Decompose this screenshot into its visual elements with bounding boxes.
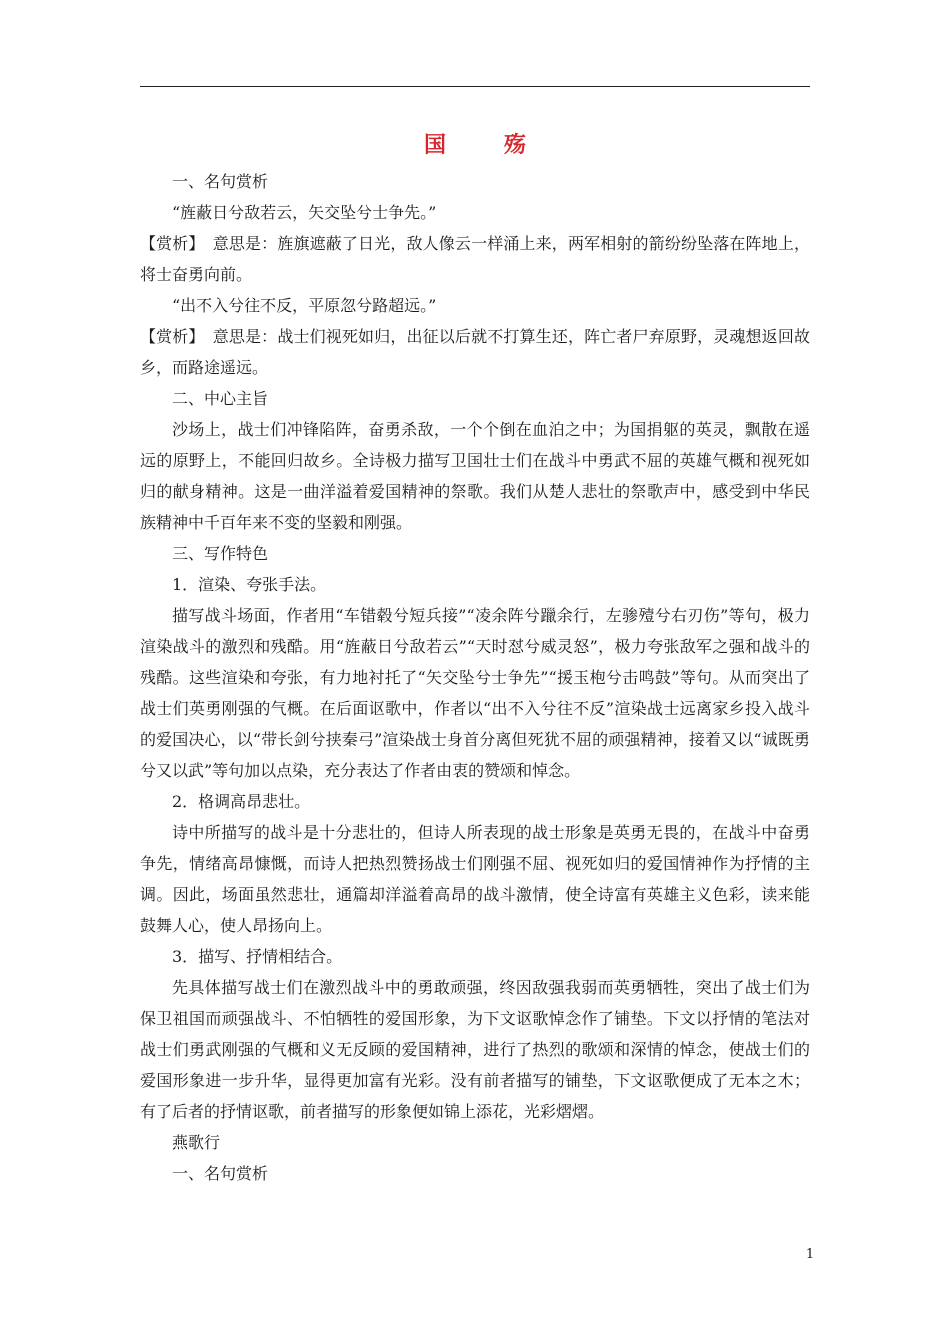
quote-line-1: “旌蔽日兮敌若云，矢交坠兮士争先。” [172,203,437,222]
section-heading-famous-lines-2: 一、名句赏析 [172,1164,269,1183]
feature-heading-2: 2．格调高昂悲壮。 [172,792,311,811]
feature-heading-1: 1．渲染、夸张手法。 [172,575,327,594]
analysis-paragraph-1 [140,228,810,290]
section-heading-features: 三、写作特色 [172,544,269,563]
page-number: 1 [805,1247,815,1262]
next-poem-title: 燕歌行 [172,1133,221,1152]
analysis-text: 意思是：旌旗遮蔽了日光，敌人像云一样涌上来，两军相射的箭纷纷坠落在阵地上，将士奋勇向前。 [140,234,810,284]
feature-heading-3: 3．描写、抒情相结合。 [172,947,343,966]
analysis-tag: 【赏析】 [140,234,197,253]
feature-paragraph-2: 诗中所描写的战斗是十分悲壮的，但诗人所表现的战士形象是英勇无畏的，在战斗中奋勇争先，情绪高昂慷慨，而诗人把热烈赞扬战士们刚强不屈、视死如归的爱国情神作为抒情的主调。因此，场面虽然悲壮，通篇却洋溢着高昂的战斗激情，使全诗富有英雄主义色彩，读来能鼓舞人心，使人昂扬向上。 [140,823,810,935]
feature-paragraph-1: 描写战斗场面，作者用“车错毂兮短兵接”“凌余阵兮躐余行，左骖殪兮右刃伤”等句，极力渲染战斗的激烈和残酷。用“旌蔽日兮敌若云”“天时怼兮威灵怒”，极力夸张敌军之强和战斗的残酷。这些渲染和夸张，有力地衬托了“矢交坠兮士争先”“援玉枹兮击鸣鼓”等句。从而突出了战士们英勇刚强的气概。在后面讴歌中，作者以“出不入兮往不反”渲染战士远离家乡投入战斗的爱国决心，以“带长剑兮挟秦弓”渲染战士身首分离但死犹不屈的顽强精神，接着又以“诚既勇兮又以武”等句加以点染，充分表达了作者由衷的赞颂和悼念。 [140,606,810,780]
analysis-paragraph-2 [140,321,810,383]
header-rule [140,86,810,87]
analysis-text: 意思是：战士们视死如归，出征以后就不打算生还，阵亡者尸弃原野，灵魂想返回故乡，而路途遥远。 [140,327,810,377]
theme-paragraph: 沙场上，战士们冲锋陷阵，奋勇杀敌，一个个倒在血泊之中；为国捐躯的英灵，飘散在遥远的原野上，不能回归故乡。全诗极力描写卫国壮士们在战斗中勇武不屈的英雄气概和视死如归的献身精神。这是一曲洋溢着爱国精神的祭歌。我们从楚人悲壮的祭歌声中，感受到中华民族精神中千百年来不变的坚毅和刚强。 [140,420,810,532]
quote-line-2: “出不入兮往不反，平原忽兮路超远。” [172,296,437,315]
document-body [140,166,810,1189]
analysis-tag: 【赏析】 [140,327,197,346]
section-heading-famous-lines: 一、名句赏析 [172,172,269,191]
feature-paragraph-3: 先具体描写战士们在激烈战斗中的勇敢顽强，终因敌强我弱而英勇牺牲，突出了战士们为保卫祖国而顽强战斗、不怕牺牲的爱国形象，为下文讴歌悼念作了铺垫。下文以抒情的笔法对战士们勇武刚强的气概和义无反顾的爱国精神，进行了热烈的歌颂和深情的悼念，使战士们的爱国形象进一步升华，显得更加富有光彩。没有前者描写的铺垫，下文讴歌便成了无本之木；有了后者的抒情讴歌，前者描写的形象便如锦上添花，光彩熠熠。 [140,978,810,1121]
section-heading-theme: 二、中心主旨 [172,389,269,408]
page-title: 国 殇 [423,132,544,158]
